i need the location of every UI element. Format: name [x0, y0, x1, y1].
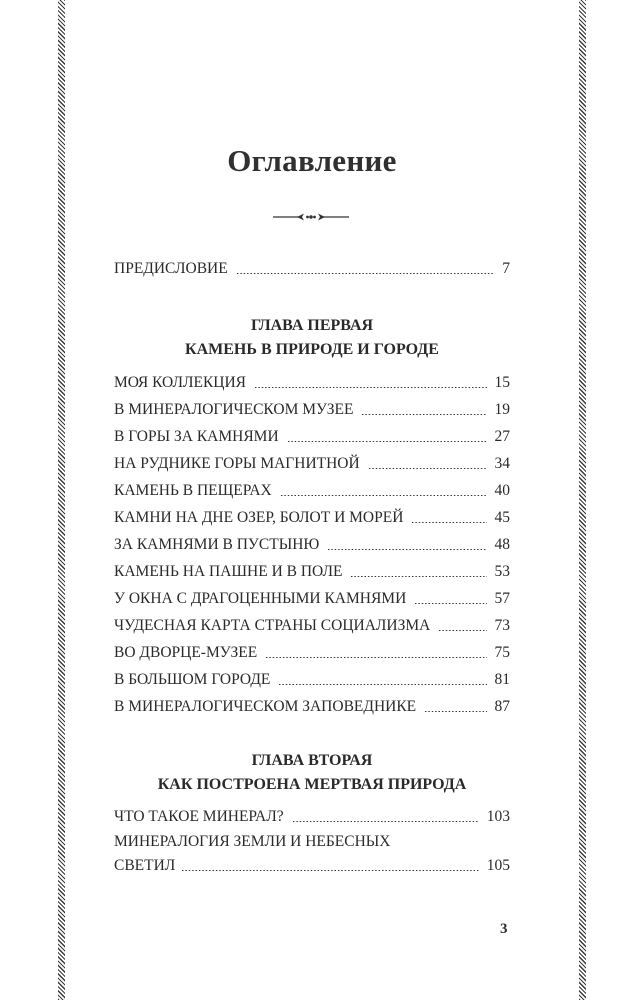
toc-entry-page: 103	[486, 808, 510, 825]
toc-entry-label: НА РУДНИКЕ ГОРЫ МАГНИТНОЙ	[114, 455, 360, 472]
dot-leader	[265, 657, 486, 658]
toc-entry[interactable]	[114, 451, 510, 473]
chapter-title: КАК ПОСТРОЕНА МЕРТВАЯ ПРИРОДА	[157, 776, 467, 793]
toc-entry-label: ПРЕДИСЛОВИЕ	[114, 260, 228, 277]
toc-entry[interactable]	[114, 532, 510, 554]
toc-entry-page: 7	[502, 260, 510, 277]
dot-leader	[414, 603, 486, 604]
toc-entry-page: 40	[494, 482, 510, 499]
toc-entry[interactable]	[114, 424, 510, 446]
dot-leader	[236, 273, 495, 274]
toc-entry-page: 34	[494, 455, 510, 472]
toc-entry-page: 81	[494, 671, 510, 688]
chapter-heading-1	[114, 314, 510, 362]
toc-entry-page: 73	[494, 617, 510, 634]
toc-entry-label-line2: СВЕТИЛ	[114, 857, 176, 874]
toc-entry-page: 87	[494, 698, 510, 715]
toc-entry[interactable]	[114, 370, 510, 392]
toc-entry-label: КАМЕНЬ В ПЕЩЕРАХ	[114, 482, 272, 499]
toc-entry[interactable]	[114, 694, 510, 716]
toc-entry-label: В МИНЕРАЛОГИЧЕСКОМ ЗАПОВЕДНИКЕ	[114, 698, 417, 715]
toc-entry[interactable]	[114, 804, 510, 826]
toc-entry-label: В ГОРЫ ЗА КАМНЯМИ	[114, 428, 279, 445]
dot-leader	[280, 495, 487, 496]
toc-entry-label: ВО ДВОРЦЕ-МУЗЕЕ	[114, 644, 258, 661]
dot-leader	[327, 549, 486, 550]
toc-entry-label: У ОКНА С ДРАГОЦЕННЫМИ КАМНЯМИ	[114, 590, 407, 607]
toc-entry-page: 57	[494, 590, 510, 607]
chapter-number: ГЛАВА ВТОРАЯ	[251, 752, 373, 769]
dot-leader	[278, 684, 486, 685]
toc-entry-label: МОЯ КОЛЛЕКЦИЯ	[114, 374, 247, 391]
dot-leader	[350, 576, 486, 577]
toc-entry[interactable]	[114, 613, 510, 635]
toc-entry-label: КАМНИ НА ДНЕ ОЗЕР, БОЛОТ И МОРЕЙ	[114, 509, 404, 526]
toc-entry-page: 15	[494, 374, 510, 391]
toc-entry-label-line1[interactable]: МИНЕРАЛОГИЯ ЗЕМЛИ И НЕБЕСНЫХ	[114, 833, 391, 850]
page-number: 3	[500, 921, 508, 937]
toc-entry-label: ЧУДЕСНАЯ КАРТА СТРАНЫ СОЦИАЛИЗМА	[114, 617, 431, 634]
toc-entry-page: 19	[494, 401, 510, 418]
toc-entry-label: КАМЕНЬ НА ПАШНЕ И В ПОЛЕ	[114, 563, 343, 580]
chapter-number: ГЛАВА ПЕРВАЯ	[250, 317, 374, 334]
dot-leader	[254, 387, 486, 388]
toc-entry-page: 48	[494, 536, 510, 553]
toc-entry-page: 45	[494, 509, 510, 526]
dot-leader	[424, 711, 486, 712]
dot-leader	[287, 441, 487, 442]
toc-entry[interactable]	[114, 478, 510, 500]
toc-entry[interactable]	[114, 397, 510, 419]
toc-entry[interactable]	[114, 667, 510, 689]
toc-entry-label: В МИНЕРАЛОГИЧЕСКОМ МУЗЕЕ	[114, 401, 354, 418]
chapter-title: КАМЕНЬ В ПРИРОДЕ И ГОРОДЕ	[185, 341, 439, 358]
toc-entry-label: ЧТО ТАКОЕ МИНЕРАЛ?	[114, 808, 284, 825]
toc-entry-page: 75	[494, 644, 510, 661]
dot-leader	[368, 468, 487, 469]
toc-entry[interactable]	[114, 586, 510, 608]
dot-leader	[181, 870, 478, 871]
toc-entry-preface[interactable]	[114, 256, 510, 278]
toc-entry[interactable]	[114, 505, 510, 527]
toc-entry-page: 27	[494, 428, 510, 445]
page-title: Оглавление	[227, 143, 397, 178]
toc-entry-page: 53	[494, 563, 510, 580]
dot-leader	[411, 522, 486, 523]
dot-leader	[438, 630, 486, 631]
toc-entry-label: В БОЛЬШОМ ГОРОДЕ	[114, 671, 271, 688]
ornament-divider-icon	[271, 210, 351, 224]
toc-entry[interactable]	[114, 853, 510, 875]
chapter-heading-2	[114, 749, 510, 797]
toc-entry[interactable]	[114, 640, 510, 662]
toc-entry[interactable]	[114, 559, 510, 581]
toc-entry-label: ЗА КАМНЯМИ В ПУСТЫНЮ	[114, 536, 320, 553]
toc-entry-page: 105	[486, 857, 510, 874]
dot-leader	[361, 414, 486, 415]
dot-leader	[292, 821, 479, 822]
